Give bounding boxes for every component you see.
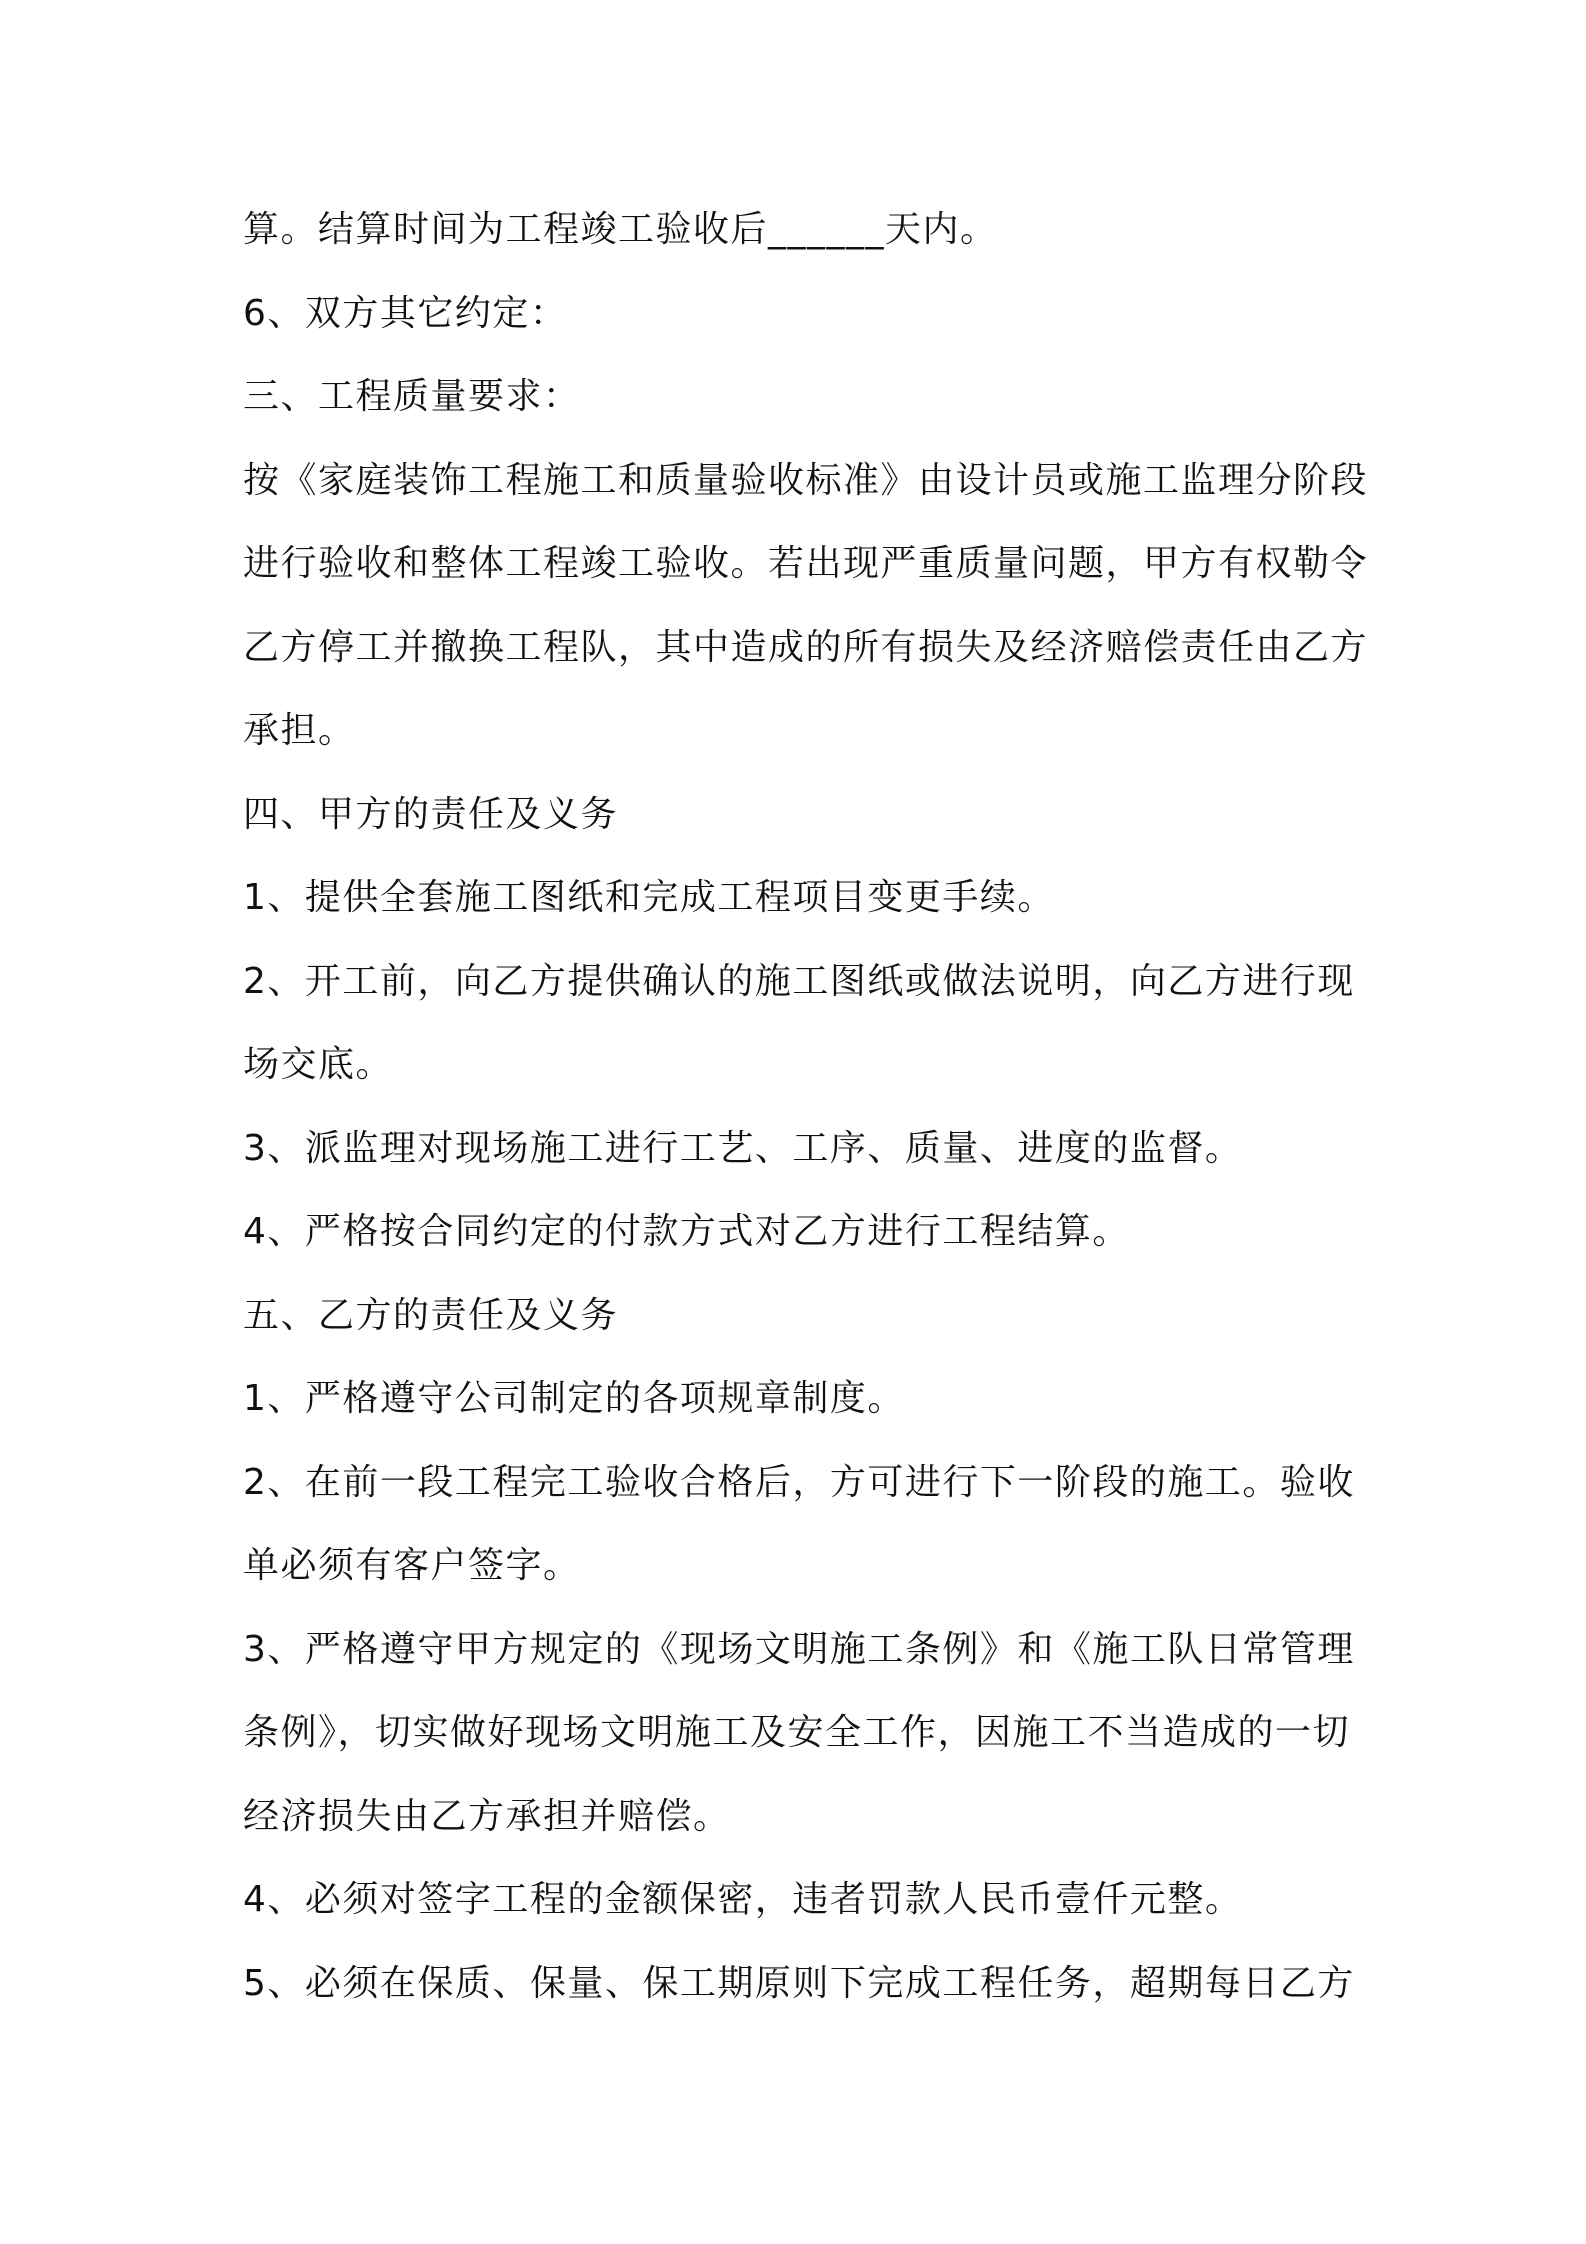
- text-line: 5、必须在保质、保量、保工期原则下完成工程任务，超期每日乙方: [243, 1963, 1355, 2004]
- text-line: 条例》，切实做好现场文明施工及安全工作，因施工不当造成的一切: [243, 1712, 1351, 1753]
- text-line: 6、双方其它约定：: [243, 293, 568, 334]
- section-heading: 五、乙方的责任及义务: [243, 1295, 619, 1336]
- section-heading: 四、甲方的责任及义务: [243, 794, 619, 835]
- text-line: 承担。: [243, 710, 356, 751]
- text-line: 4、必须对签字工程的金额保密，违者罚款人民币壹仟元整。: [243, 1879, 1243, 1920]
- text-line: 2、开工前，向乙方提供确认的施工图纸或做法说明，向乙方进行现: [243, 961, 1355, 1002]
- text-line: 1、提供全套施工图纸和完成工程项目变更手续。: [243, 877, 1055, 918]
- text-line: 3、派监理对现场施工进行工艺、工序、质量、进度的监督。: [243, 1128, 1243, 1169]
- text-line: 3、严格遵守甲方规定的《现场文明施工条例》和《施工队日常管理: [243, 1629, 1355, 1670]
- text-line: 场交底。: [243, 1044, 394, 1085]
- text-line: 乙方停工并撤换工程队，其中造成的所有损失及经济赔偿责任由乙方: [243, 627, 1369, 668]
- text-line: 1、严格遵守公司制定的各项规章制度。: [243, 1378, 905, 1419]
- text-line: 4、严格按合同约定的付款方式对乙方进行工程结算。: [243, 1211, 1130, 1252]
- text-line: 2、在前一段工程完工验收合格后，方可进行下一阶段的施工。验收: [243, 1462, 1355, 1503]
- text-line: 按《家庭装饰工程施工和质量验收标准》由设计员或施工监理分阶段: [243, 460, 1369, 501]
- text-line: 单必须有客户签字。: [243, 1545, 581, 1586]
- section-heading: 三、工程质量要求：: [243, 376, 581, 417]
- text-line: 经济损失由乙方承担并赔偿。: [243, 1796, 731, 1837]
- text-line: 算。结算时间为工程竣工验收后______天内。: [243, 209, 998, 250]
- text-line: 进行验收和整体工程竣工验收。若出现严重质量问题，甲方有权勒令: [243, 543, 1369, 584]
